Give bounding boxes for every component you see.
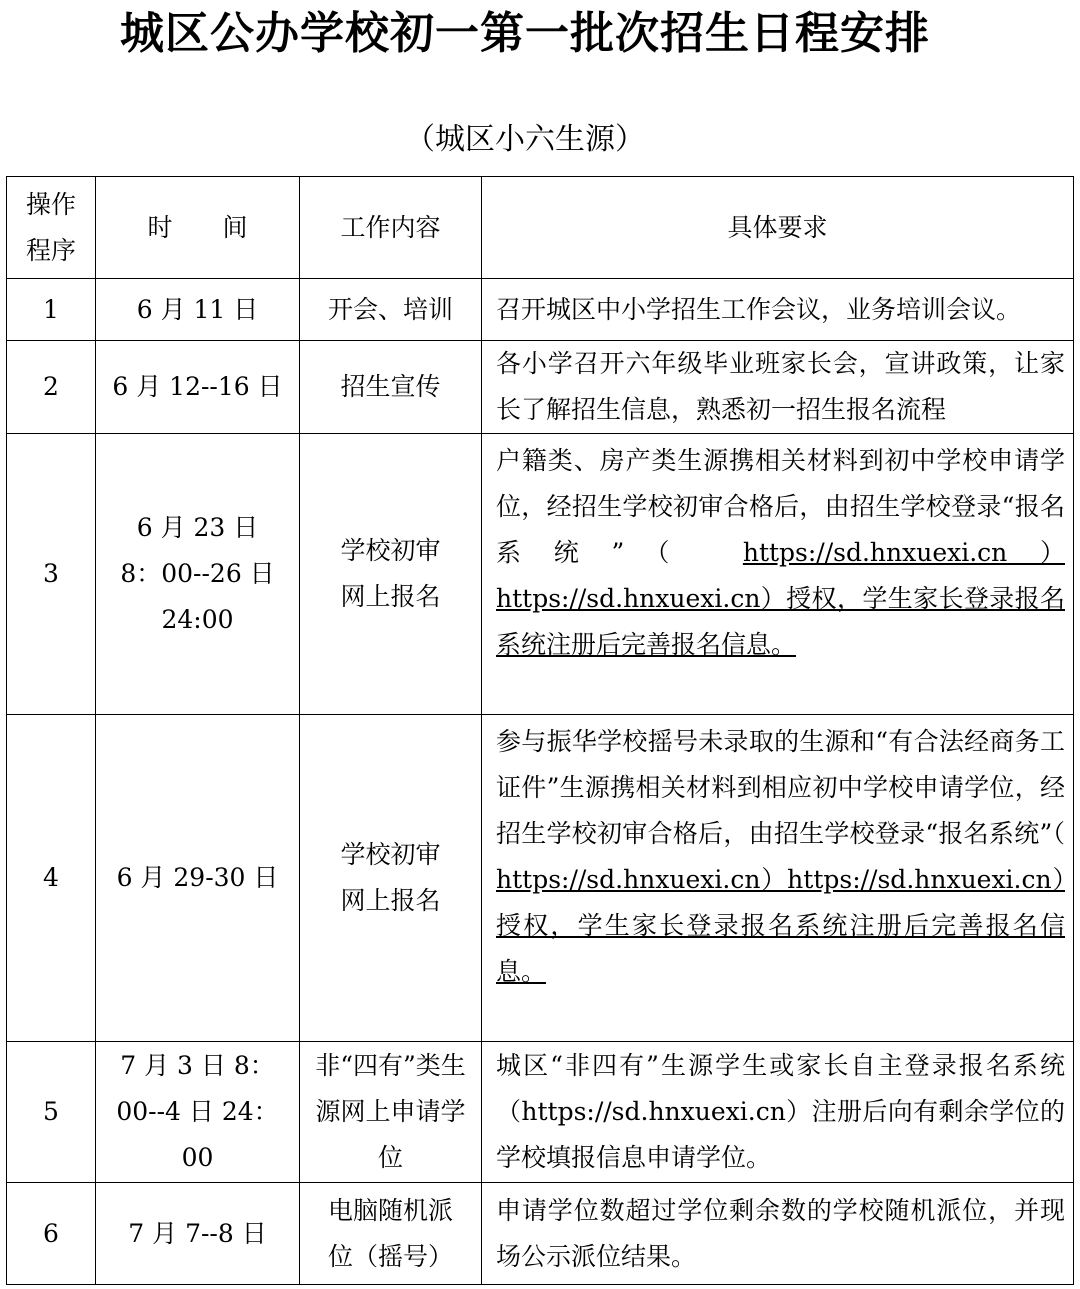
header-time: 时 间 <box>96 177 300 279</box>
row-time: 7 月 7--8 日 <box>96 1183 300 1285</box>
row-requirement <box>482 1042 1074 1183</box>
row-seq: 4 <box>7 715 96 1042</box>
header-requirement: 具体要求 <box>482 177 1074 279</box>
header-seq-line2: 程序 <box>25 235 76 265</box>
row-content: 学校初审网上报名 <box>300 434 482 715</box>
row-seq: 2 <box>7 341 96 434</box>
requirement-block <box>496 715 1065 995</box>
row-content: 非“四有”类生源网上申请学位 <box>300 1042 482 1183</box>
row-requirement <box>482 715 1074 1042</box>
page-title: 城区公办学校初一第一批次招生日程安排 <box>120 8 930 59</box>
row-requirement <box>482 279 1074 341</box>
row-seq: 6 <box>7 1183 96 1285</box>
requirement-text: 户籍类、房产类生源携相关材料到初中学校申请学位，经招生学校初审合格后，由招生学校登录“报名系统”（ <box>496 446 1065 567</box>
row-time: 6 月 29-30 日 <box>96 715 300 1042</box>
registration-link[interactable]: https://sd.hnxuexi.cn）https://sd.hnxuexi.cn）授权，学生家长登录报名系统注册后完善报名信息。 <box>496 865 1065 986</box>
row-time: 7 月 3 日 8：00--4 日 24：00 <box>96 1042 300 1183</box>
row-time: 6 月 12--16 日 <box>96 341 300 434</box>
table-row <box>7 715 1074 1042</box>
schedule-table <box>6 176 1074 1285</box>
header-seq <box>7 177 96 279</box>
requirement-text: 召开城区中小学招生工作会议，业务培训会议。 <box>496 294 1022 324</box>
requirement-text: 参与振华学校摇号未录取的生源和“有合法经商务工证件”生源携相关材料到相应初中学校申请学位，经招生学校初审合格后，由招生学校登录“报名系统”（ <box>496 727 1065 848</box>
row-seq: 1 <box>7 279 96 341</box>
table-row <box>7 1183 1074 1285</box>
row-content: 招生宣传 <box>300 341 482 434</box>
registration-link[interactable]: https://sd.hnxuexi.cn）https://sd.hnxuexi.cn）授权，学生家长登录报名系统注册后完善报名信息。 <box>496 538 1065 659</box>
page-subtitle: （城区小六生源） <box>405 122 645 157</box>
requirement-block <box>496 434 1065 668</box>
row-seq: 5 <box>7 1042 96 1183</box>
row-content: 学校初审网上报名 <box>300 715 482 1042</box>
row-content: 开会、培训 <box>300 279 482 341</box>
requirement-text: 各小学召开六年级毕业班家长会，宣讲政策，让家长了解招生信息，熟悉初一招生报名流程 <box>496 349 1065 424</box>
table-row <box>7 279 1074 341</box>
row-requirement <box>482 341 1074 434</box>
header-seq-line1: 操作 <box>25 189 76 219</box>
row-time: 6 月 11 日 <box>96 279 300 341</box>
table-header-row <box>7 177 1074 279</box>
row-requirement <box>482 434 1074 715</box>
row-time: 6 月 23 日 8：00--26 日 24:00 <box>96 434 300 715</box>
requirement-text: 城区“非四有”生源学生或家长自主登录报名系统（https://sd.hnxuexi.cn）注册后向有剩余学位的学校填报信息申请学位。 <box>496 1051 1065 1172</box>
table-row <box>7 341 1074 434</box>
row-content: 电脑随机派位（摇号） <box>300 1183 482 1285</box>
table-row <box>7 434 1074 715</box>
row-seq: 3 <box>7 434 96 715</box>
table-row <box>7 1042 1074 1183</box>
row-requirement <box>482 1183 1074 1285</box>
requirement-text: 申请学位数超过学位剩余数的学校随机派位，并现场公示派位结果。 <box>496 1195 1065 1271</box>
header-content: 工作内容 <box>300 177 482 279</box>
